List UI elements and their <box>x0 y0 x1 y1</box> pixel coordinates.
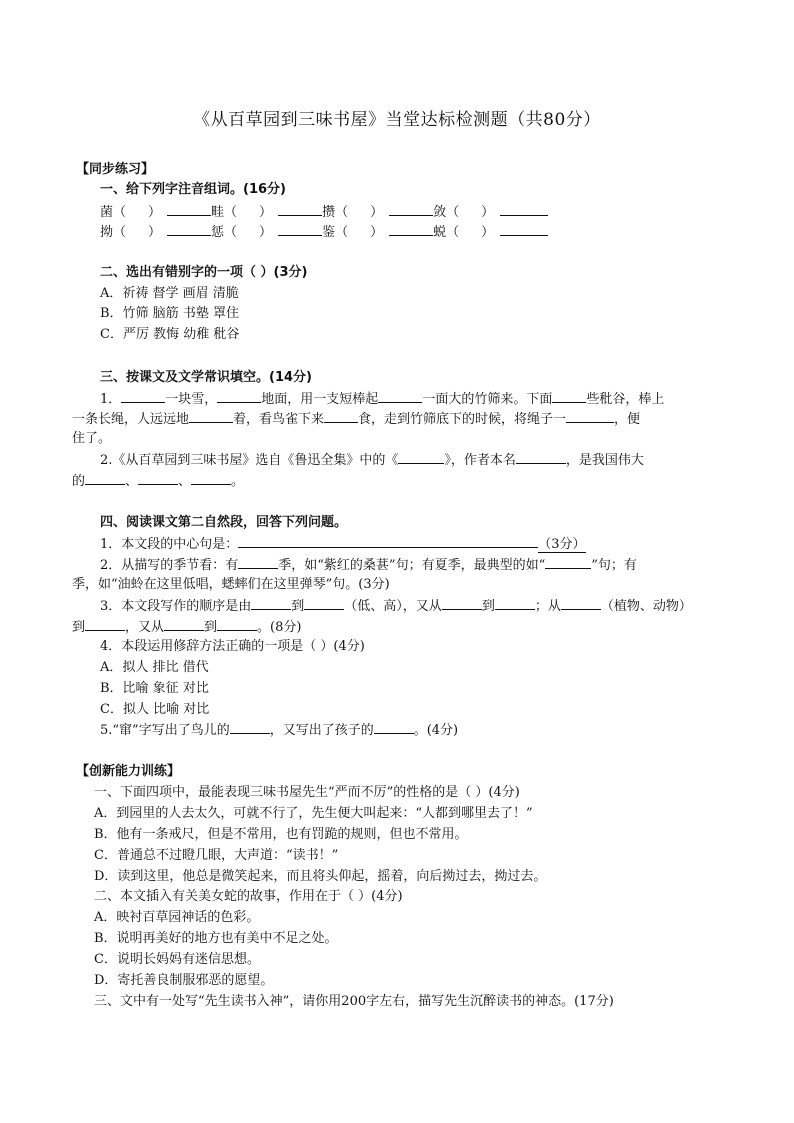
s2-q3: 3．本文段写作的顺序是由 到 （低、高），又从 到 ；从 （植物、动物） <box>100 599 692 614</box>
answer-blank[interactable] <box>495 597 535 610</box>
s2-q3-cont: 到 ，又从 到 。(8分) <box>72 620 302 635</box>
answer-blank[interactable] <box>189 410 233 423</box>
answer-blank[interactable] <box>138 472 178 485</box>
s3-q3: 三、文中有一处写“先生读书入神”，请你用200字左右，描写先生沉醉读书的神态。(17分) <box>94 994 614 1009</box>
answer-blank[interactable] <box>304 597 344 610</box>
pinyin-char: 蜕（ <box>433 225 460 240</box>
answer-blank[interactable] <box>552 390 586 403</box>
answer-blank[interactable] <box>442 597 482 610</box>
s2-q4: 4．本段运用修辞方法正确的一项是（ ）(4分) <box>100 639 365 654</box>
s3-q1-option-b: B．他有一条戒尺，但是不常用，也有罚跪的规则，但也不常用。 <box>94 827 468 842</box>
s3-q2-option-a: A．映衬百草园神话的色彩。 <box>94 910 260 925</box>
pinyin-char: 拗（ <box>100 225 127 240</box>
answer-blank[interactable] <box>217 618 257 631</box>
s3-q1-option-c: C．普通总不过瞪几眼，大声道：“读书！” <box>94 848 339 863</box>
section-header-sync-practice: 【同步练习】 <box>76 162 155 177</box>
s2-q5: 5.“窜”字写出了鸟儿的 ，又写出了孩子的 。(4分) <box>100 723 459 738</box>
answer-blank[interactable] <box>121 390 165 403</box>
s2-q1: 1．本文段的中心句是： （3分） <box>100 537 586 552</box>
answer-blank[interactable] <box>85 472 125 485</box>
answer-blank[interactable] <box>191 472 231 485</box>
answer-blank[interactable] <box>217 390 261 403</box>
answer-blank[interactable] <box>516 451 566 464</box>
answer-blank[interactable] <box>561 597 601 610</box>
section-2-title: 四、阅读课文第二自然段，回答下列问题。 <box>100 515 348 530</box>
answer-blank[interactable] <box>545 556 591 569</box>
answer-blank[interactable] <box>278 203 322 216</box>
answer-blank[interactable] <box>566 410 614 423</box>
s2-q4-option-b: B．比喻 象征 对比 <box>100 681 209 696</box>
question-1-title: 一、给下列字注音组词。(16分) <box>100 182 286 197</box>
s2-q4-option-c: C．拟人 比喻 对比 <box>100 702 210 717</box>
fill-line-5: 的 、 、 。 <box>72 474 245 489</box>
s3-q2-option-b: B．说明再美好的地方也有美中不足之处。 <box>94 931 338 946</box>
fill-line-3: 住了。 <box>72 431 112 446</box>
s3-q2-option-c: C．说明长妈妈有迷信思想。 <box>94 952 260 967</box>
section-header-innovation: 【创新能力训练】 <box>76 764 181 779</box>
pinyin-row-1: 菌（ ） 畦（ ） 攒（ ） 敛（ ） <box>100 203 548 222</box>
answer-blank[interactable] <box>238 535 538 548</box>
answer-blank[interactable] <box>500 203 548 216</box>
answer-blank[interactable] <box>389 223 433 236</box>
s3-q1-option-a: A．到园里的人去太久，可就不行了，先生便大叫起来：“人都到哪里去了！” <box>94 806 533 821</box>
answer-blank[interactable] <box>251 597 291 610</box>
s2-q2-cont: 季，如“油蛉在这里低唱，蟋蟀们在这里弹琴”句。(3分) <box>72 577 390 592</box>
answer-blank[interactable] <box>167 223 211 236</box>
question-2-title: 二、选出有错别字的一项（ ）(3分) <box>100 265 308 280</box>
pinyin-char: 菌（ <box>100 205 127 220</box>
pinyin-char: 畦（ <box>211 205 238 220</box>
s3-q2-option-d: D．寄托善良制服邪恶的愿望。 <box>94 973 274 988</box>
pinyin-char: 鉴（ <box>322 225 349 240</box>
answer-blank[interactable] <box>398 451 444 464</box>
fill-line-2: 一条长绳，人远远地 着，看鸟雀下来 食，走到竹筛底下的时候，将绳子一 ，便 <box>72 412 641 427</box>
option-c: C．严厉 教悔 幼稚 秕谷 <box>100 327 240 342</box>
option-b: B．竹筛 脑筋 书塾 罩住 <box>100 306 239 321</box>
answer-blank[interactable] <box>500 223 548 236</box>
answer-blank[interactable] <box>167 203 211 216</box>
fill-line-4: 2.《从百草园到三味书屋》选自《鲁迅全集》中的《 》，作者本名 ，是我国伟大 <box>100 453 644 468</box>
option-a: A．祈祷 督学 画眉 清脆 <box>100 286 239 301</box>
pinyin-row-2: 拗（ ） 惩（ ） 鉴（ ） 蜕（ ） <box>100 223 548 242</box>
answer-blank[interactable] <box>85 618 125 631</box>
s3-q2: 二、本文插入有关美女蛇的故事，作用在于（ ）(4分) <box>94 889 403 904</box>
page-title: 《从百草园到三味书屋》当堂达标检测题（共80分） <box>193 110 601 130</box>
answer-blank[interactable] <box>389 203 433 216</box>
s3-q1-option-d: D．读到这里，他总是微笑起来，而且将头仰起，摇着，向后拗过去，拗过去。 <box>94 869 547 884</box>
answer-blank[interactable] <box>324 410 358 423</box>
answer-blank[interactable] <box>230 721 270 734</box>
s2-q2: 2．从描写的季节看：有 季，如“紫红的桑葚”句；有夏季，最典型的如“ ”句；有 <box>100 558 637 573</box>
pinyin-char: 惩（ <box>211 225 238 240</box>
pinyin-char: 攒（ <box>322 205 349 220</box>
question-3-title: 三、按课文及文学常识填空。(14分) <box>100 370 312 385</box>
s3-q1: 一、下面四项中，最能表现三味书屋先生“严而不厉”的性格的是（ ）(4分) <box>94 785 520 800</box>
fill-line-1: 1． 一块雪， 地面，用一支短棒起 一面大的竹筛来。下面 些秕谷，棒上 <box>100 392 665 407</box>
pinyin-char: 敛（ <box>433 205 460 220</box>
answer-blank[interactable] <box>238 556 278 569</box>
answer-blank[interactable] <box>378 390 422 403</box>
s2-q4-option-a: A．拟人 排比 借代 <box>100 660 209 675</box>
answer-blank[interactable] <box>374 721 414 734</box>
answer-blank[interactable] <box>164 618 204 631</box>
answer-blank[interactable] <box>278 223 322 236</box>
